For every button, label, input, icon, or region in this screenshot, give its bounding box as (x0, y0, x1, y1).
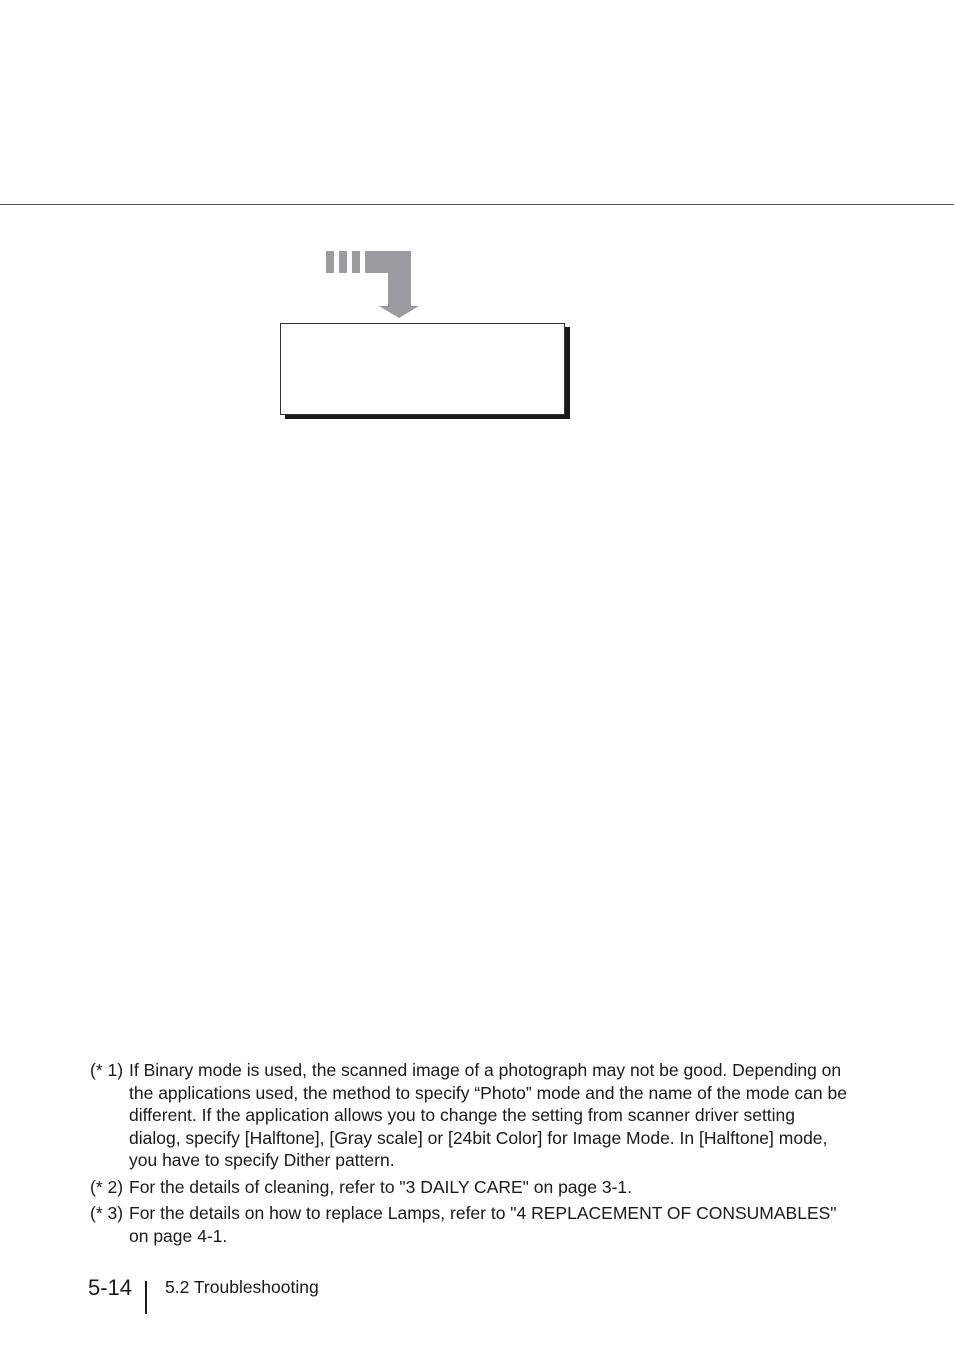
footer-divider (145, 1281, 147, 1314)
footnote (90, 1059, 850, 1172)
footnote-label: (* 1) (90, 1060, 124, 1080)
footnote-label: (* 2) (90, 1176, 124, 1197)
header-rule (0, 204, 954, 205)
footnote-label: (* 3) (90, 1203, 124, 1223)
footnote-text: For the details of cleaning, refer to "3 DAILY CARE" on page 3-1. (129, 1176, 633, 1197)
page-number: 5-14 (88, 1275, 133, 1300)
footnote (90, 1202, 850, 1247)
footnotes (90, 1059, 850, 1251)
flow-down-arrow-icon (322, 248, 424, 322)
footnote-text: For the details on how to replace Lamps, refer to "4 REPLACEMENT OF CONSUMABLES" on page 4-1. (129, 1203, 837, 1246)
footnote (90, 1176, 850, 1199)
section-title: 5.2 Troubleshooting (165, 1277, 319, 1297)
footnote-text: If Binary mode is used, the scanned image of a photograph may not be good. Depending on the applications used, the method to specify “Photo” mode and the name of the mode can be different. If the application allows you to change the setting from scanner driver setting dialog, specify [Halftone], [Gray scale] or [24bit Color] for Image Mode. In [Halftone] mode, you have to specify Dither pattern. (129, 1060, 847, 1170)
flowchart-box (280, 323, 565, 415)
